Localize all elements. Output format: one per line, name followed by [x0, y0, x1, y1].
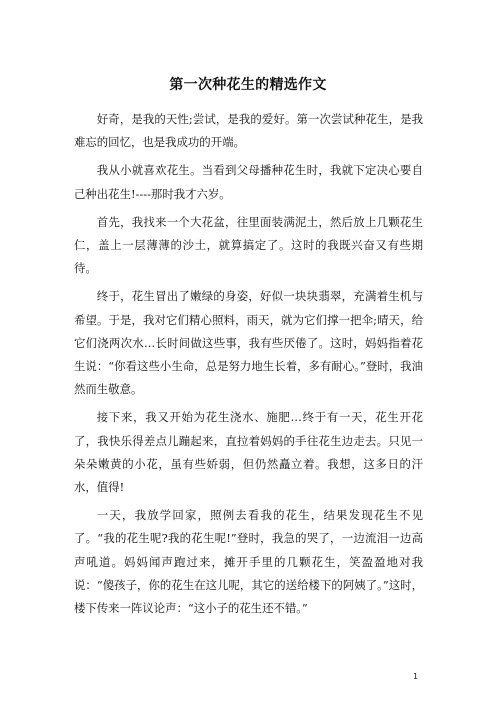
- article-body: [74, 108, 423, 625]
- paragraph-1: 好奇，是我的天性;尝试，是我的爱好。第一次尝试种花生，是我难忘的回忆，也是我成功的开端。: [74, 112, 423, 150]
- page-title: 第一次种花生的精选作文: [169, 77, 327, 93]
- paragraph-4: 终于，花生冒出了嫩绿的身姿，好似一块块翡翠，充满着生机与希望。于是，我对它们精心照料，雨天，就为它们撑一把伞;晴天，给它们浇两次水…长时间做这些事，我有些厌倦了。这时，妈妈指着花生说：“你看这些小生命，总是努力地生长着，多有耐心。”登时，我油然而生敬意。: [74, 289, 423, 397]
- paragraph-3: 首先，我找来一个大花盆，往里面装满泥土，然后放上几颗花生仁，盖上一层薄薄的沙土，就算搞定了。这时的我既兴奋又有些期待。: [74, 214, 423, 276]
- page-number: 1: [413, 672, 419, 681]
- paragraph-6: 一天，我放学回家，照例去看我的花生，结果发现花生不见了。“我的花生呢?我的花生呢!”登时，我急的哭了，一边流泪一边高声吼道。妈妈闻声跑过来，摊开手里的几颗花生，笑盈盈地对我说：“傻孩子，你的花生在这儿呢，其它的送给楼下的阿姨了。”这时，楼下传来一阵议论声：“这小子的花生还不错。”: [74, 508, 423, 616]
- paragraph-5: 接下来，我又开始为花生浇水、施肥…终于有一天，花生开花了，我快乐得差点儿蹦起来，直拉着妈妈的手往花生边走去。只见一朵朵嫩黄的小花，虽有些娇弱，但仍然矗立着。我想，这多日的汗水，值得!: [74, 410, 423, 495]
- paragraph-2: 我从小就喜欢花生。当看到父母播种花生时，我就下定决心要自己种出花生!----那时我才六岁。: [74, 163, 423, 201]
